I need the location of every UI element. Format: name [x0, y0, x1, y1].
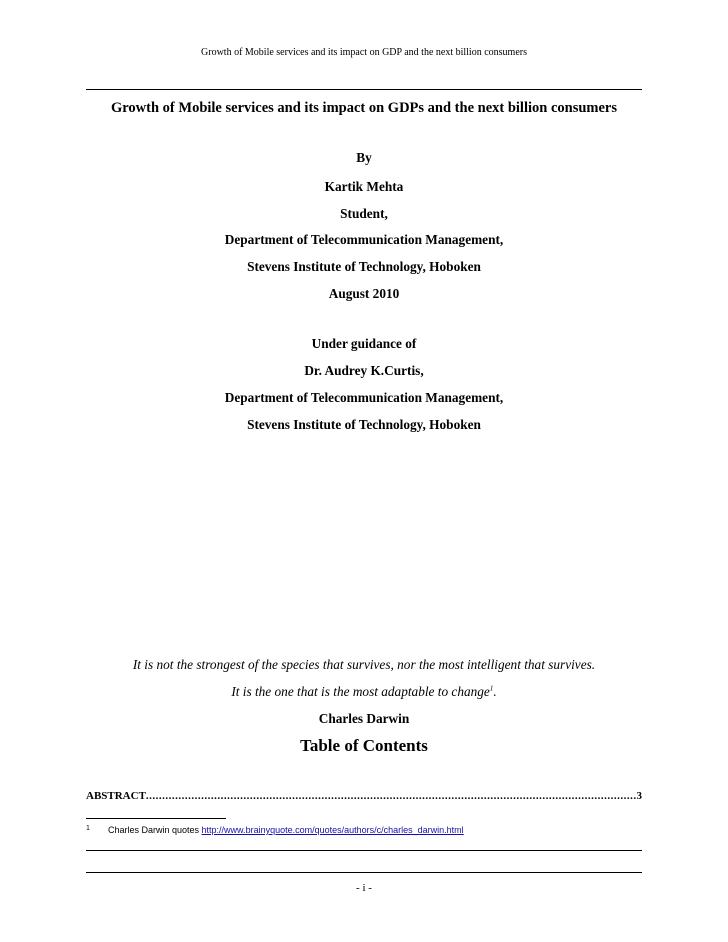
- by-label: By: [356, 150, 372, 165]
- toc-entry-label: ABSTRACT: [86, 790, 146, 802]
- footnote-link[interactable]: http://www.brainyquote.com/quotes/authors/c/charles_darwin.html: [201, 825, 464, 835]
- toc-dot-leader: [146, 790, 637, 802]
- footer-rule-2: [86, 872, 642, 873]
- footnote-separator: [86, 818, 226, 819]
- epigraph-line-2-text: It is the one that is the most adaptable to change: [231, 684, 490, 699]
- epigraph-line-1: It is not the strongest of the species that survives, nor the most intelligent that survives.: [132, 657, 596, 672]
- author-institute: Stevens Institute of Technology, Hoboken: [247, 259, 481, 274]
- advisor-institute: Stevens Institute of Technology, Hoboken: [247, 417, 481, 432]
- advisor-name: Dr. Audrey K.Curtis,: [304, 363, 424, 378]
- epigraph-line-2: [0, 684, 728, 700]
- footer-rule-1: [86, 850, 642, 851]
- footnote-number: 1: [86, 825, 90, 832]
- guidance-label: Under guidance of: [311, 336, 417, 351]
- toc-entry-page: 3: [636, 790, 642, 802]
- footnote: [86, 825, 642, 835]
- header-rule: [86, 89, 642, 90]
- document-date: August 2010: [328, 286, 400, 301]
- document-title: Growth of Mobile services and its impact on GDPs and the next billion consumers: [110, 100, 618, 116]
- footnote-text: Charles Darwin quotes: [108, 825, 202, 835]
- running-header: Growth of Mobile services and its impact on GDP and the next billion consumers: [201, 47, 527, 58]
- author-name: Kartik Mehta: [324, 179, 404, 194]
- toc-entry-abstract[interactable]: [86, 790, 642, 802]
- author-department: Department of Telecommunication Management,: [224, 232, 504, 247]
- toc-heading: Table of Contents: [300, 736, 428, 755]
- page-number: - i -: [356, 882, 372, 894]
- footnote-marker[interactable]: 1: [489, 684, 494, 693]
- epigraph-attribution: Charles Darwin: [318, 711, 410, 726]
- advisor-department: Department of Telecommunication Management,: [224, 390, 504, 405]
- epigraph-line-2-end: .: [493, 684, 497, 699]
- author-role: Student,: [340, 206, 388, 221]
